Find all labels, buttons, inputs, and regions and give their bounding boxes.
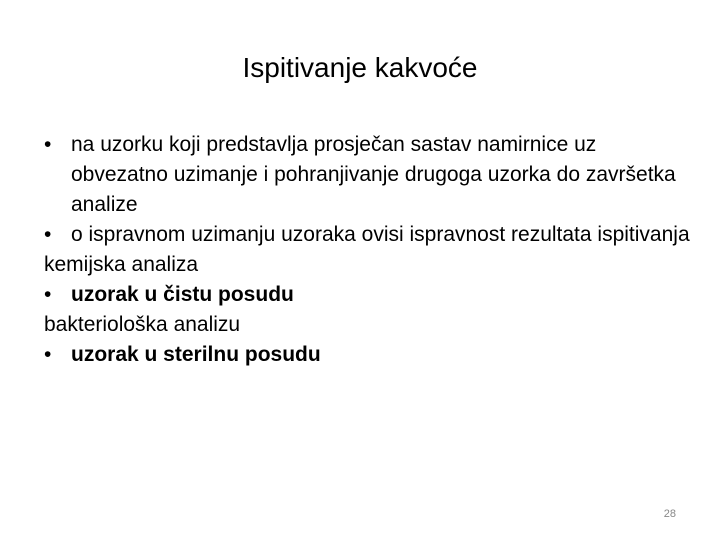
slide-content bbox=[44, 130, 694, 370]
section-heading-bacterial: bakteriološka analizu bbox=[44, 313, 241, 336]
section-heading-chemical: kemijska analiza bbox=[44, 253, 199, 276]
bullet-text: uzorak u čistu posudu bbox=[71, 283, 294, 306]
bullet-text: na uzorku koji predstavlja prosječan sastav namirnice uz obvezatno uzimanje i pohranjivanje drugoga uzorka do završetka analize bbox=[71, 133, 676, 216]
slide-title: Ispitivanje kakvoće bbox=[242, 52, 478, 83]
bullet-icon: • bbox=[44, 133, 52, 156]
bullet-icon: • bbox=[44, 283, 52, 306]
bullet-item-chemical bbox=[44, 280, 694, 310]
bullet-text: o ispravnom uzimanju uzoraka ovisi ispravnost rezultata ispitivanja bbox=[71, 223, 690, 246]
page-number: 28 bbox=[663, 508, 676, 520]
bullet-item bbox=[44, 130, 694, 220]
bullet-item-bacterial bbox=[44, 340, 694, 370]
bullet-item bbox=[44, 220, 694, 250]
bullet-icon: • bbox=[44, 223, 52, 246]
bullet-text: uzorak u sterilnu posudu bbox=[71, 343, 321, 366]
bullet-icon: • bbox=[44, 343, 52, 366]
